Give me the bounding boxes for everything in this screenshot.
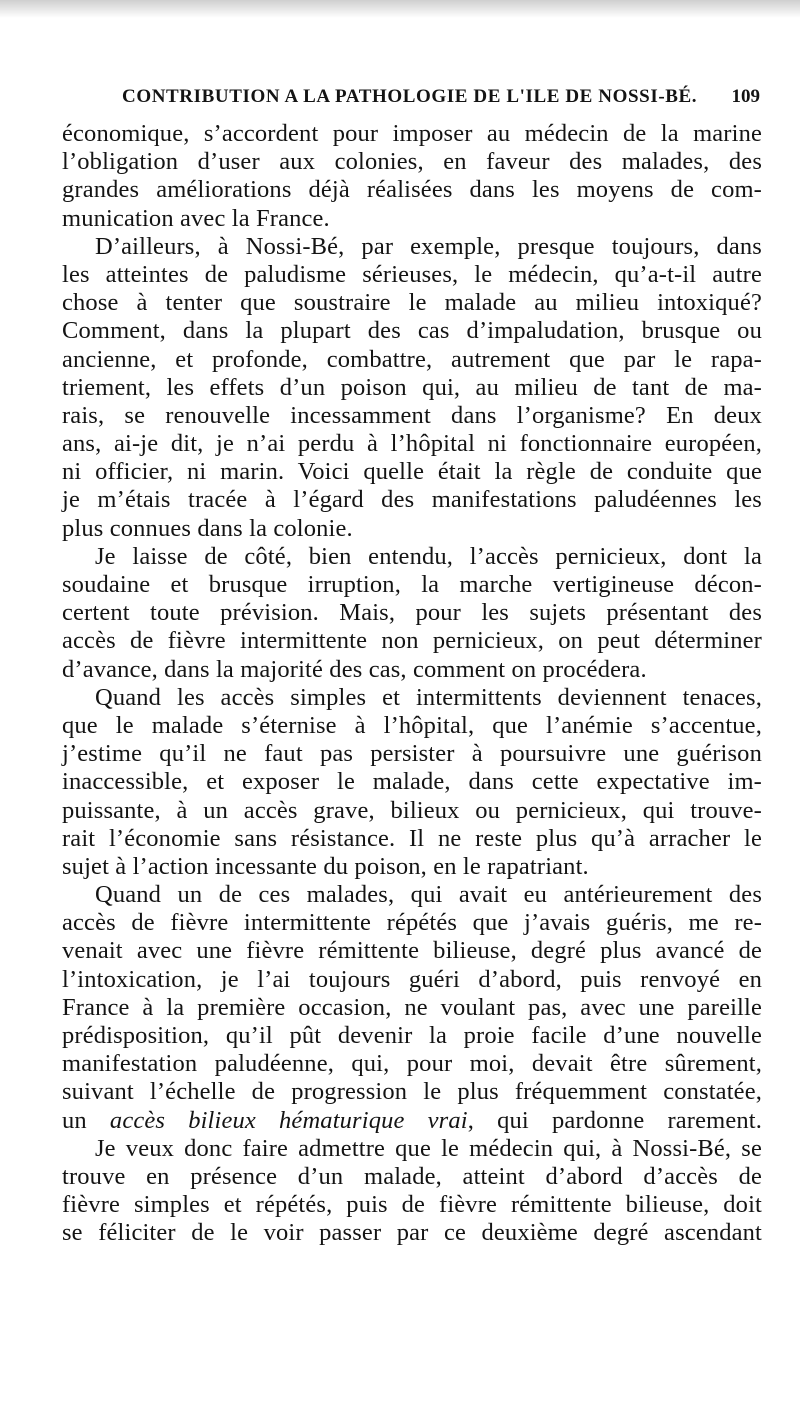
text-line: ans, ai-je dit, je n’ai perdu à l’hôpital ni fonctionnaire européen, <box>62 430 762 458</box>
text-line: triement, les effets d’un poison qui, au milieu de tant de ma- <box>62 373 762 401</box>
text-line: plus connues dans la colonie. <box>62 514 353 542</box>
text-line: Je veux donc faire admettre que le médecin qui, à Nossi-Bé, se <box>95 1134 762 1162</box>
text-line: inaccessible, et exposer le malade, dans cette expectative im- <box>62 768 762 796</box>
text-line: accès de fièvre intermittente répétés que j’avais guéris, me re- <box>62 909 762 937</box>
text-line: les atteintes de paludisme sérieuses, le médecin, qu’a-t-il autre <box>62 260 762 288</box>
text-line: ni officier, ni marin. Voici quelle était la règle de conduite que <box>62 458 762 486</box>
text-line: venait avec une fièvre rémittente bilieuse, degré plus avancé de <box>62 937 762 965</box>
text-line: chose à tenter que soustraire le malade au milieu intoxiqué? <box>62 289 762 317</box>
text-line: puissante, à un accès grave, bilieux ou pernicieux, qui trouve- <box>62 796 762 824</box>
text-line: je m’étais tracée à l’égard des manifestations paludéennes les <box>62 486 762 514</box>
text-line: l’obligation d’user aux colonies, en faveur des malades, des <box>62 148 762 176</box>
text-line: rais, se renouvelle incessamment dans l’organisme? En deux <box>62 401 762 429</box>
text-line: d’avance, dans la majorité des cas, comment on procédera. <box>62 655 647 683</box>
text-line: fièvre simples et répétés, puis de fièvre rémittente bilieuse, doit <box>62 1191 762 1219</box>
text-line: manifestation paludéenne, qui, pour moi, devait être sûrement, <box>62 1050 762 1078</box>
text-line: trouve en présence d’un malade, atteint d’abord d’accès de <box>62 1162 762 1190</box>
italic-term: accès bilieux hématurique vrai <box>109 1106 468 1134</box>
running-title: CONTRIBUTION A LA PATHOLOGIE DE L'ILE DE NOSSI-BÉ. <box>122 86 698 107</box>
text-line: soudaine et brusque irruption, la marche vertigineuse décon- <box>62 571 762 598</box>
text-segment: , qui pardonne rarement. <box>467 1106 762 1134</box>
text-line: Quand un de ces malades, qui avait eu antérieurement des <box>95 881 762 909</box>
text-line: accès de fièvre intermittente non pernicieux, on peut déterminer <box>62 627 762 655</box>
body-text <box>62 120 762 1248</box>
text-line: Quand les accès simples et intermittents deviennent tenaces, <box>95 683 762 711</box>
text-line: suivant l’échelle de progression le plus fréquemment constatée, <box>62 1078 762 1106</box>
text-line: certent toute prévision. Mais, pour les sujets présentant des <box>62 599 762 627</box>
text-line: ancienne, et profonde, combattre, autrement que par le rapa- <box>62 345 762 373</box>
page-top-shadow <box>0 0 800 18</box>
running-header <box>122 86 760 114</box>
text-line: prédisposition, qu’il pût devenir la proie facile d’une nouvelle <box>62 1022 762 1049</box>
text-line: Comment, dans la plupart des cas d’impaludation, brusque ou <box>62 317 762 345</box>
text-line: économique, s’accordent pour imposer au médecin de la marine <box>62 120 762 147</box>
text-line: que le malade s’éternise à l’hôpital, que l’anémie s’accentue, <box>62 711 762 739</box>
text-segment: un <box>62 1106 110 1134</box>
text-line: sujet à l’action incessante du poison, en le rapatriant. <box>62 852 589 880</box>
text-line: D’ailleurs, à Nossi-Bé, par exemple, presque toujours, dans <box>95 232 762 260</box>
text-line: munication avec la France. <box>62 204 330 232</box>
text-line: j’estime qu’il ne faut pas persister à poursuivre une guérison <box>62 740 762 768</box>
text-line: Je laisse de côté, bien entendu, l’accès pernicieux, dont la <box>95 542 762 570</box>
text-line <box>62 1107 762 1135</box>
text-line: grandes améliorations déjà réalisées dans les moyens de com- <box>62 176 762 204</box>
text-line: l’intoxication, je l’ai toujours guéri d’abord, puis renvoyé en <box>62 965 762 993</box>
text-line: rait l’économie sans résistance. Il ne reste plus qu’à arracher le <box>62 824 762 852</box>
text-line: se féliciter de le voir passer par ce deuxième degré ascendant <box>62 1219 762 1247</box>
page-number: 109 <box>731 86 760 107</box>
text-line: France à la première occasion, ne voulant pas, avec une pareille <box>62 993 762 1021</box>
